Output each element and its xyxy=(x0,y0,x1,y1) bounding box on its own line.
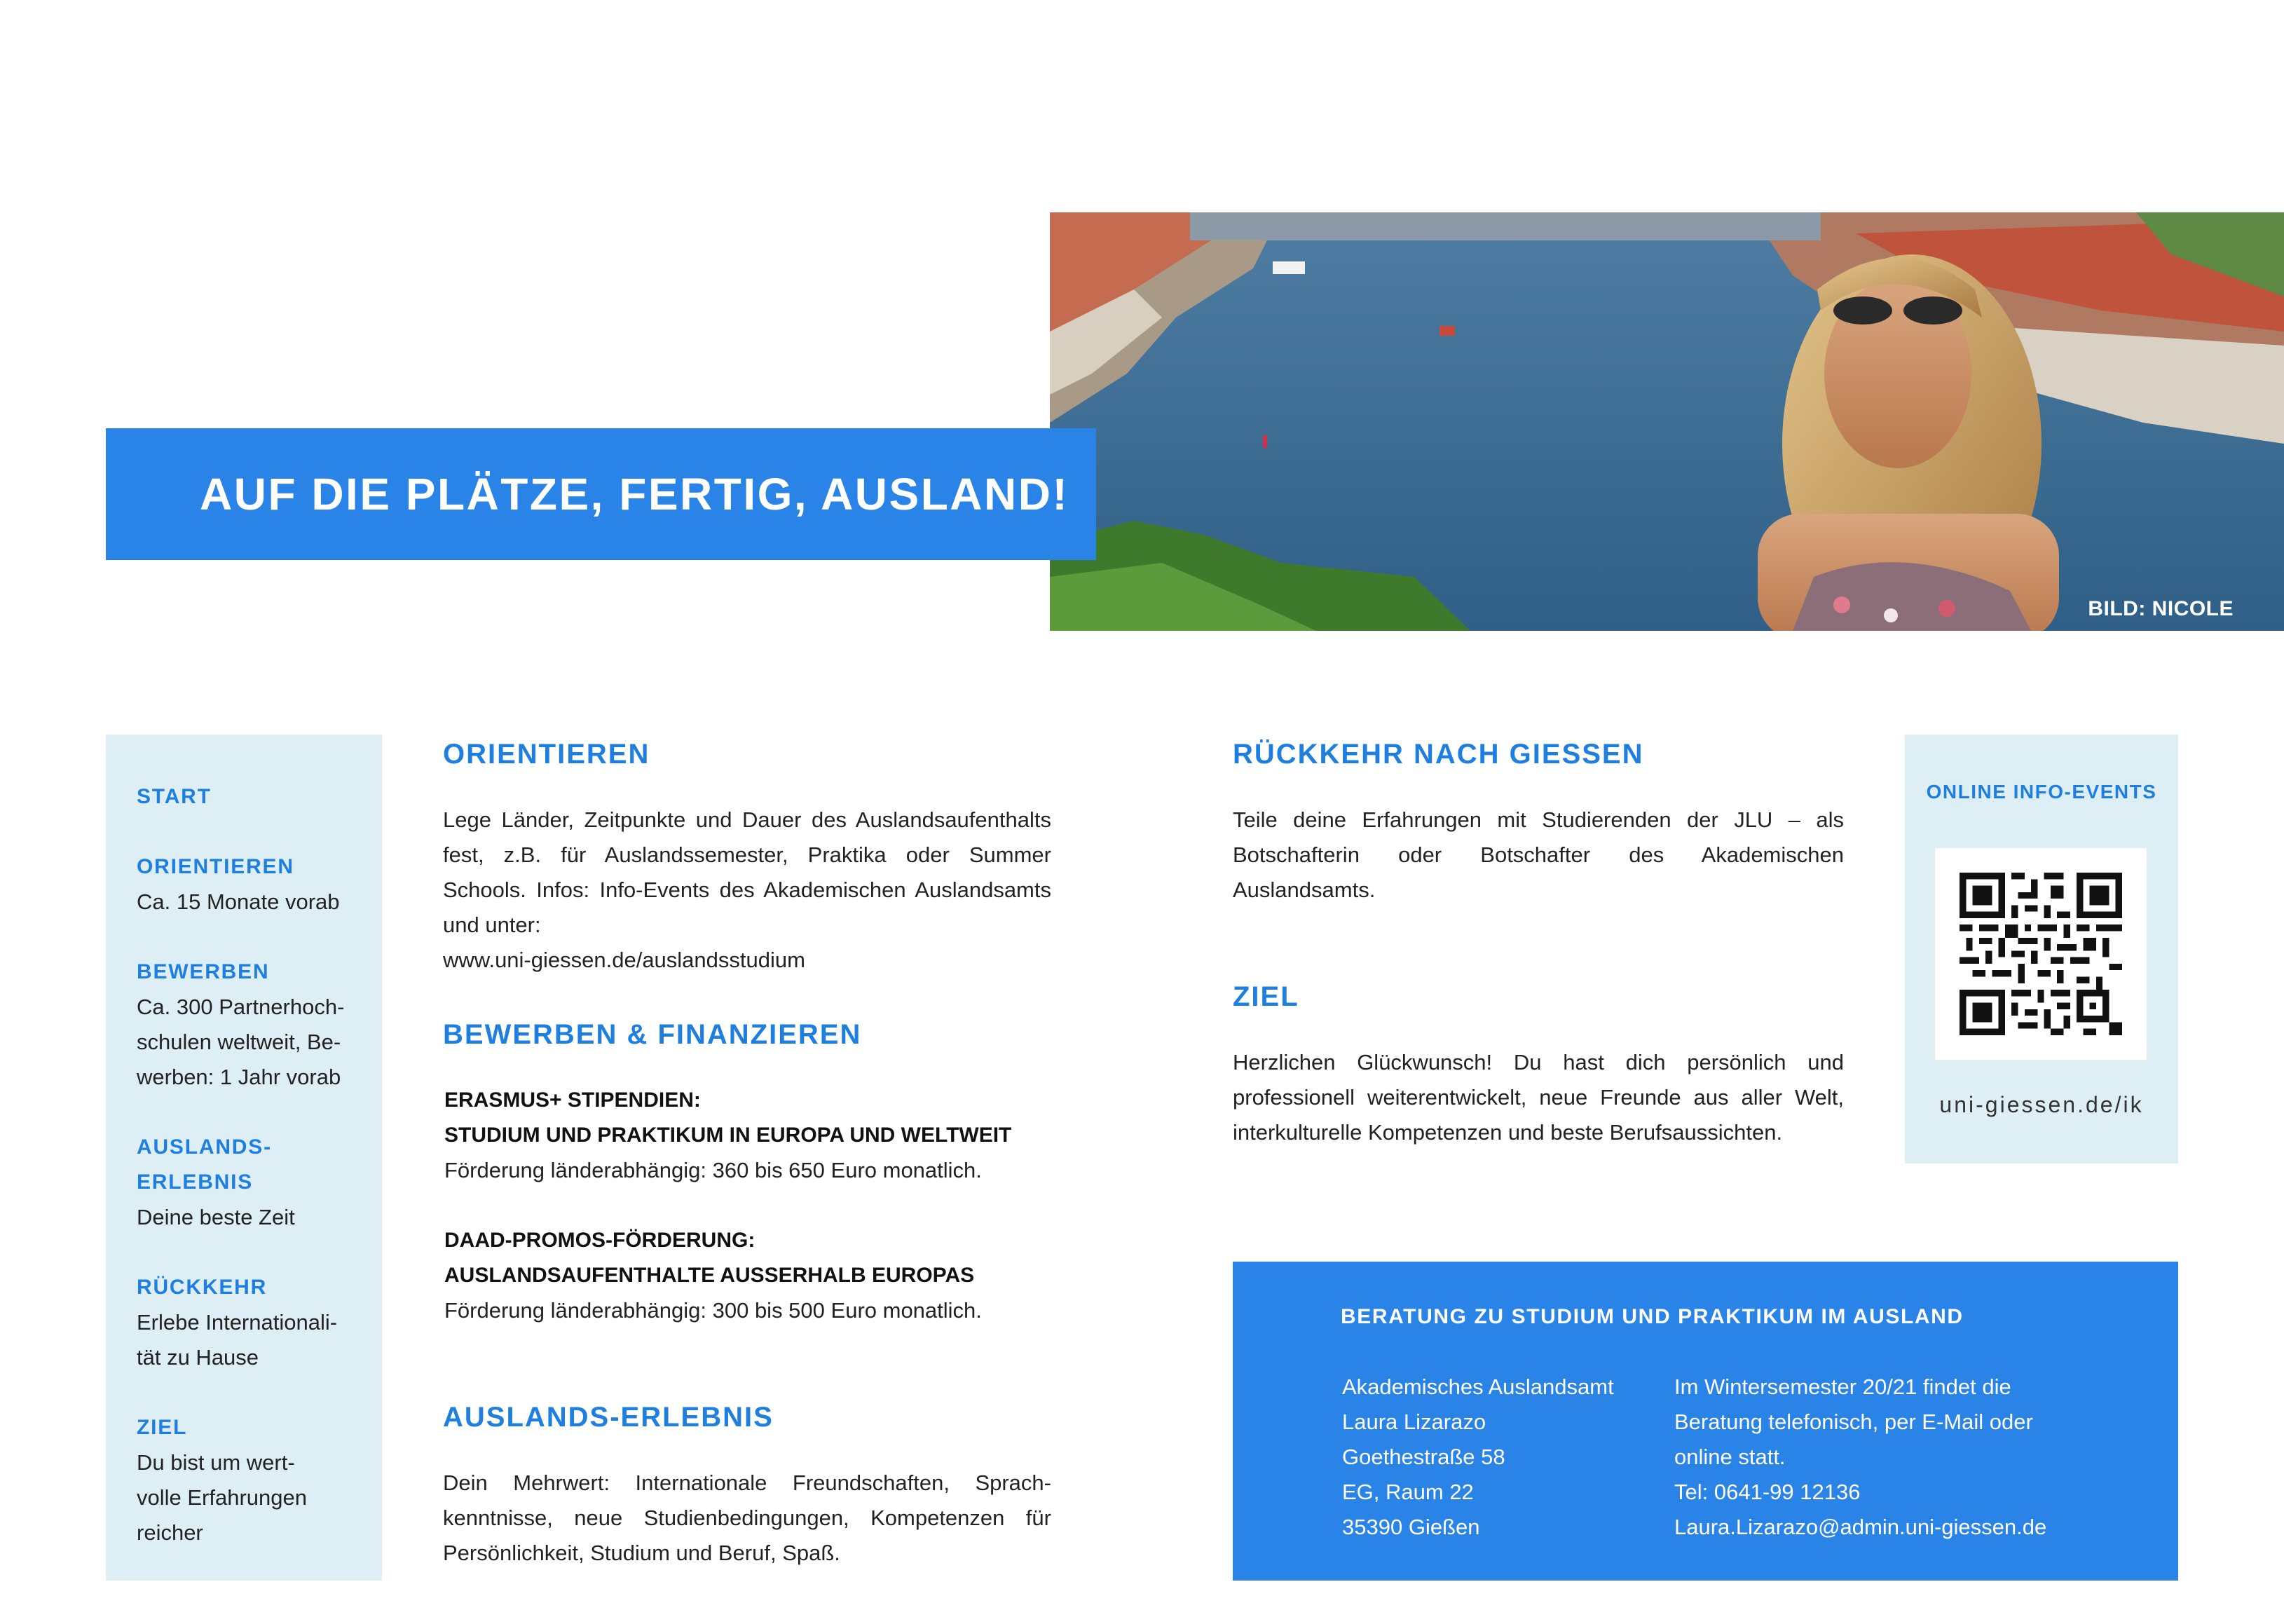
section-ziel xyxy=(1233,981,1844,1150)
timeline-step-start xyxy=(137,779,382,814)
section-heading: BEWERBEN & FINANZIEREN xyxy=(443,1019,862,1050)
timeline-heading: START xyxy=(137,785,212,808)
page-title: AUF DIE PLÄTZE, FERTIG, AUSLAND! xyxy=(200,469,1069,519)
details-line: Im Wintersemester 20/21 findet die xyxy=(1674,1374,2011,1399)
timeline-step-bewerben xyxy=(137,955,382,1095)
timeline-step-rueckkehr xyxy=(137,1270,382,1375)
advising-address xyxy=(1342,1370,1614,1545)
timeline-text: Erlebe Internationali- xyxy=(137,1310,338,1335)
timeline-text: Ca. 15 Monate vorab xyxy=(137,889,340,914)
email-link[interactable]: Laura.Lizarazo@admin.uni-giessen.de xyxy=(1674,1515,2047,1539)
address-line: 35390 Gießen xyxy=(1342,1515,1480,1539)
section-heading: RÜCKKEHR NACH GIESSEN xyxy=(1233,739,1644,770)
section-orientieren xyxy=(443,739,1051,978)
section-bewerben xyxy=(443,1019,1060,1328)
advising-details xyxy=(1674,1370,2046,1545)
timeline-sidebar xyxy=(106,735,382,1581)
timeline-text: volle Erfahrungen xyxy=(137,1485,307,1510)
section-text: Teile deine Erfahrungen mit Studierenden der JLU – als Botschafterin oder Botschafter des Akademischen Auslandsamts. xyxy=(1233,807,1844,902)
section-rueckkehr xyxy=(1233,739,1844,908)
section-erlebnis xyxy=(443,1402,1051,1571)
timeline-text: tät zu Hause xyxy=(137,1345,259,1370)
daad-block xyxy=(444,1223,1060,1328)
daad-title: DAAD-PROMOS-FÖRDERUNG: xyxy=(444,1229,755,1252)
section-text: Herzlichen Glückwunsch! Du hast dich persönlich und professionell weiterentwickelt, neue Freunde aus aller Welt, interkulturelle Kompetenzen und beste Berufsaussichten. xyxy=(1233,1050,1844,1145)
erasmus-title: ERASMUS+ STIPENDIEN: xyxy=(444,1089,701,1112)
photo-credit: BILD: NICOLE xyxy=(2088,597,2234,620)
qr-code[interactable] xyxy=(1935,848,2147,1060)
erasmus-subtitle: STUDIUM UND PRAKTIKUM IN EUROPA UND WELTWEIT xyxy=(444,1124,1012,1147)
address-line: EG, Raum 22 xyxy=(1342,1480,1474,1504)
details-line: online statt. xyxy=(1674,1445,1786,1469)
address-line: Akademisches Auslandsamt xyxy=(1342,1374,1614,1399)
address-line: Goethestraße 58 xyxy=(1342,1445,1505,1469)
address-line: Laura Lizarazo xyxy=(1342,1410,1486,1434)
section-heading: AUSLANDS-ERLEBNIS xyxy=(443,1402,774,1433)
timeline-text: werben: 1 Jahr vorab xyxy=(137,1065,341,1089)
timeline-text: Du bist um wert- xyxy=(137,1450,295,1475)
info-link[interactable]: www.uni-giessen.de/auslandsstudium xyxy=(443,948,805,972)
advising-title: BERATUNG ZU STUDIUM UND PRAKTIKUM IM AUSLAND xyxy=(1341,1305,1964,1328)
timeline-text: Deine beste Zeit xyxy=(137,1205,295,1229)
timeline-text: schulen weltweit, Be- xyxy=(137,1030,341,1054)
qr-code-icon xyxy=(1960,873,2122,1035)
section-text: Lege Länder, Zeitpunkte und Dauer des Auslandsaufenthalts fest, z.B. für Auslandssemester, Praktika oder Summer Schools. Infos: Info-Events des Akademischen Auslandsamts und unter: xyxy=(443,807,1051,937)
section-text: Dein Mehrwert: Internationale Freundschaften, Sprach-kenntnisse, neue Studienbedingungen, Kompetenzen für Persönlichkeit, Studium und Beruf, Spaß. xyxy=(443,1471,1051,1565)
river-photo-illustration xyxy=(1050,212,2284,631)
info-events-url[interactable]: uni-giessen.de/ik xyxy=(1939,1092,2144,1117)
title-banner xyxy=(106,428,1096,560)
timeline-text: reicher xyxy=(137,1520,203,1545)
timeline-step-orientieren xyxy=(137,849,382,920)
info-events-box xyxy=(1905,735,2178,1164)
timeline-heading: ERLEBNIS xyxy=(137,1171,254,1194)
timeline-heading: ZIEL xyxy=(137,1416,188,1439)
timeline-heading: AUSLANDS- xyxy=(137,1135,272,1159)
info-events-title: ONLINE INFO-EVENTS xyxy=(1926,781,2157,803)
section-heading: ZIEL xyxy=(1233,981,1299,1012)
timeline-text: Ca. 300 Partnerhoch- xyxy=(137,995,345,1019)
timeline-step-ziel xyxy=(137,1410,382,1550)
details-line: Beratung telefonisch, per E-Mail oder xyxy=(1674,1410,2033,1434)
advising-box xyxy=(1233,1262,2178,1581)
daad-text: Förderung länderabhängig: 300 bis 500 Euro monatlich. xyxy=(444,1298,982,1323)
timeline-step-erlebnis xyxy=(137,1130,382,1235)
timeline-heading: ORIENTIEREN xyxy=(137,855,294,878)
phone-number[interactable]: Tel: 0641-99 12136 xyxy=(1674,1480,1861,1504)
hero-photo xyxy=(1050,212,2284,631)
erasmus-text: Förderung länderabhängig: 360 bis 650 Euro monatlich. xyxy=(444,1158,982,1182)
daad-subtitle: AUSLANDSAUFENTHALTE AUSSERHALB EUROPAS xyxy=(444,1264,975,1287)
timeline-heading: BEWERBEN xyxy=(137,960,270,983)
erasmus-block xyxy=(444,1083,1060,1188)
timeline-heading: RÜCKKEHR xyxy=(137,1276,268,1299)
section-heading: ORIENTIEREN xyxy=(443,739,650,770)
